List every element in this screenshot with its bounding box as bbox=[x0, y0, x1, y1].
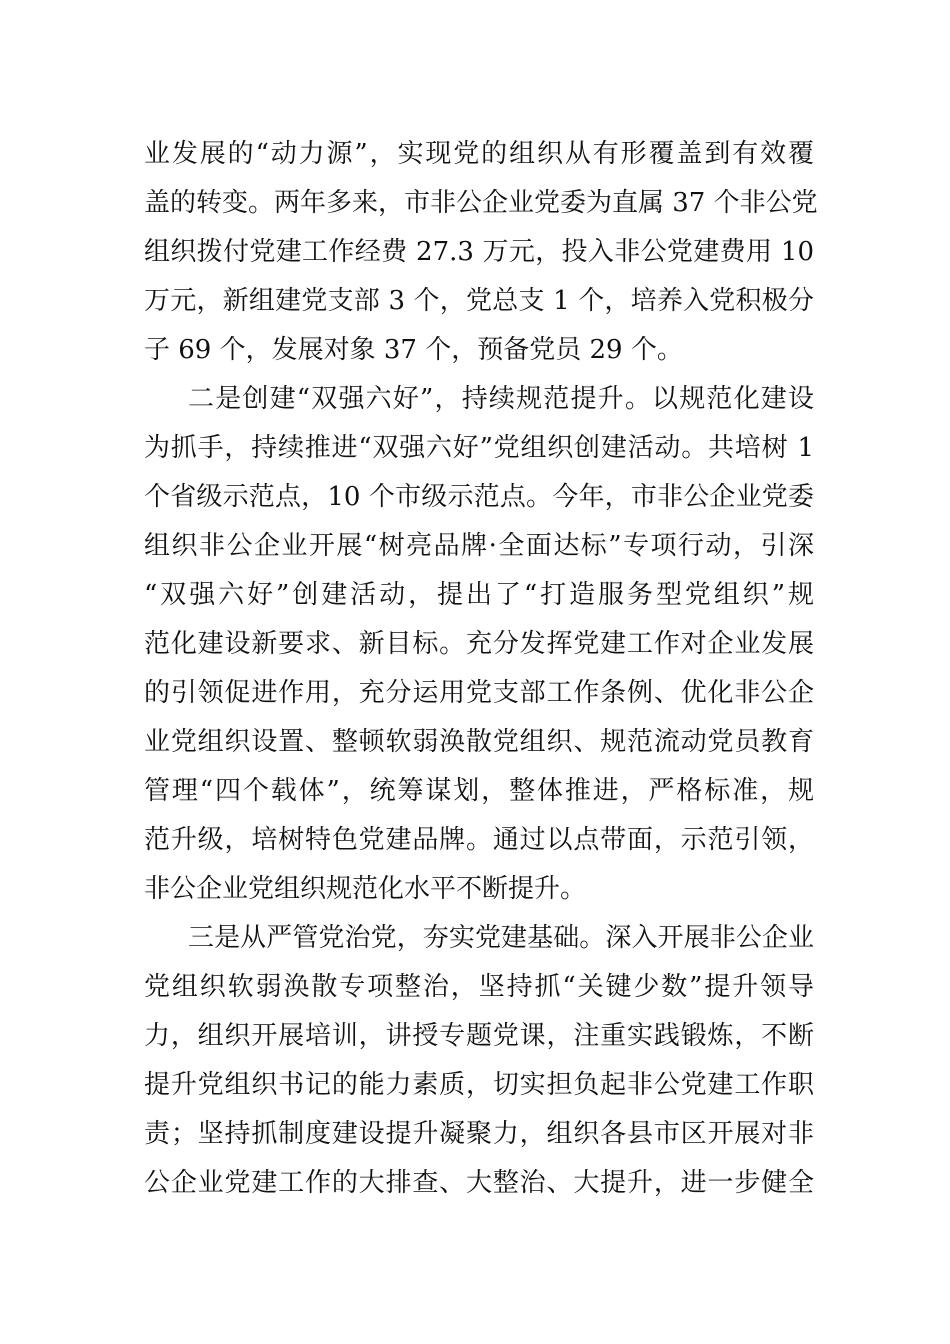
paragraph-3-line-1: 三是从严管党治党，夯实党建基础。深入开展非公企业 bbox=[188, 923, 814, 953]
body-text bbox=[144, 130, 818, 1208]
paragraph-1-line-5: 子 69 个，发展对象 37 个，预备党员 29 个。 bbox=[144, 335, 683, 365]
paragraph-2-line-10: 范升级，培树特色党建品牌。通过以点带面，示范引领， bbox=[144, 825, 814, 855]
paragraph-2-line-6: 范化建设新要求、新目标。充分发挥党建工作对企业发展 bbox=[144, 629, 814, 659]
paragraph-3-line-6: 公企业党建工作的大排查、大整治、大提升，进一步健全 bbox=[144, 1168, 814, 1198]
paragraph-2-line-5: “双强六好”创建活动，提出了“打造服务型党组织”规 bbox=[144, 580, 814, 610]
paragraph-3-line-2: 党组织软弱涣散专项整治，坚持抓“关键少数”提升领导 bbox=[144, 972, 814, 1002]
paragraph-3-line-5: 责；坚持抓制度建设提升凝聚力，组织各县市区开展对非 bbox=[144, 1119, 814, 1149]
paragraph-1-line-4: 万元，新组建党支部 3 个，党总支 1 个，培养入党积极分 bbox=[144, 286, 814, 316]
paragraph-2-line-9: 管理“四个载体”，统筹谋划，整体推进，严格标准，规 bbox=[144, 776, 814, 806]
paragraph-2-line-4: 组织非公企业开展“树亮品牌·全面达标”专项行动，引深 bbox=[144, 531, 814, 561]
paragraph-2-line-3: 个省级示范点，10 个市级示范点。今年，市非公企业党委 bbox=[144, 482, 814, 512]
paragraph-1-line-3: 组织拨付党建工作经费 27.3 万元，投入非公党建费用 10 bbox=[144, 237, 814, 267]
paragraph-1-line-1: 业发展的“动力源”，实现党的组织从有形覆盖到有效覆 bbox=[144, 139, 814, 169]
paragraph-2-line-2: 为抓手，持续推进“双强六好”党组织创建活动。共培树 1 bbox=[144, 433, 814, 463]
paragraph-2-line-7: 的引领促进作用，充分运用党支部工作条例、优化非公企 bbox=[144, 678, 814, 708]
paragraph-1-line-2: 盖的转变。两年多来，市非公企业党委为直属 37 个非公党 bbox=[144, 188, 818, 218]
paragraph-3-line-3: 力，组织开展培训，讲授专题党课，注重实践锻炼，不断 bbox=[144, 1021, 814, 1051]
paragraph-3-line-4: 提升党组织书记的能力素质，切实担负起非公党建工作职 bbox=[144, 1070, 814, 1100]
paragraph-2-line-1: 二是创建“双强六好”，持续规范提升。以规范化建设 bbox=[188, 384, 814, 414]
paragraph-2-line-8: 业党组织设置、整顿软弱涣散党组织、规范流动党员教育 bbox=[144, 727, 814, 757]
paragraph-2-line-11: 非公企业党组织规范化水平不断提升。 bbox=[144, 874, 587, 904]
